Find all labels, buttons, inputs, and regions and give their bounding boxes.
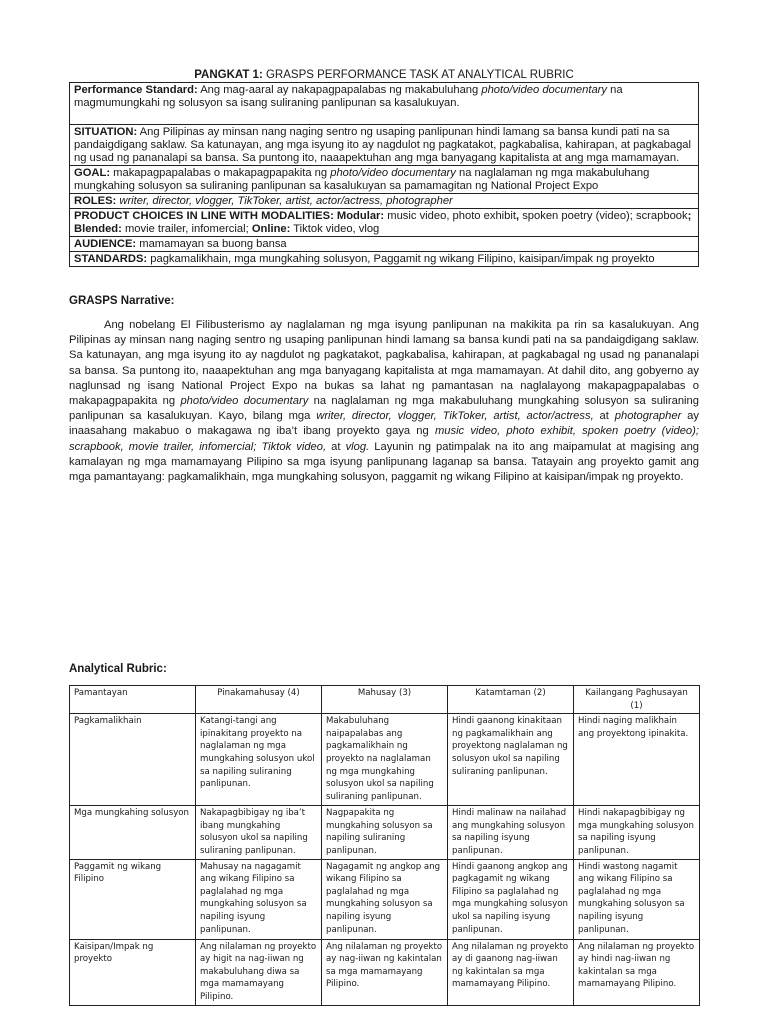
narr-italic-4: music video, photo exhibit, spoken poetry (video); scrapbook, movie trailer, infomercial; Tiktok video, — [69, 425, 699, 453]
narr-text-4: ay inaasahang makabuo o makagawa ng iba’t ibang proyekto gaya ng — [69, 410, 699, 438]
rubric-cell: Hindi gaanong kinakitaan ng pagkamalikhain ang proyektong naglalaman ng solusyon ukol sa napiling suliraning panlipunan. — [448, 714, 574, 806]
rubric-criterion: Kaisipan/Impak ng proyekto — [70, 939, 196, 1005]
situation-text: Ang Pilipinas ay minsan nang naging sentro ng usaping panlipunan hindi lamang sa bansa kundi pati na sa pandaigdigang saklaw. Sa katunayan, ang mga isyung ito ay nagdulot ng pagkatakot, pagkabalisa, kahirapan, at pagkabagal ng usad ng pananalapi sa bansa. Sa puntong ito, naaapektuhan ang mga banyagang kapitalista at ang mga mamamayan. — [74, 126, 692, 164]
roles-label: ROLES: — [74, 195, 117, 207]
situation-cell — [70, 125, 699, 166]
audience-label: AUDIENCE: — [74, 238, 137, 250]
grasps-table — [69, 82, 699, 267]
goal-italic: photo/video documentary — [330, 167, 456, 179]
rubric-cell: Nagagamit ng angkop ang wikang Filipino sa paglalahad ng mga mungkahing solusyon sa napiling isyung panlipunan. — [322, 859, 448, 939]
rubric-header-cell: Kailangang Paghusayan (1) — [574, 686, 700, 714]
situation-label: SITUATION: — [74, 126, 138, 138]
grasps-row-roles — [70, 194, 699, 209]
product-label: PRODUCT CHOICES IN LINE WITH MODALITIES: — [74, 210, 334, 222]
rubric-cell: Nagpapakita ng mungkahing solusyon sa napiling suliraning panlipunan. — [322, 806, 448, 859]
rubric-cell: Katangi-tangi ang ipinakitang proyekto na naglalaman ng mga mungkahing solusyon ukol sa napiling suliraning panlipunan. — [196, 714, 322, 806]
product-blended: movie trailer, infomercial; — [121, 223, 252, 235]
rubric-criterion: Pagkamalikhain — [70, 714, 196, 806]
narrative-heading: GRASPS Narrative: — [69, 295, 175, 307]
title-group: PANGKAT 1: — [194, 69, 263, 81]
product-online-label: Online: — [251, 223, 291, 235]
standards-cell — [70, 252, 699, 267]
performance-standard-cell — [70, 83, 699, 125]
grasps-row-standards — [70, 252, 699, 267]
performance-label: Performance Standard: — [74, 84, 198, 96]
goal-cell — [70, 166, 699, 194]
narr-italic-5: vlog. — [345, 440, 370, 453]
rubric-header-cell: Katamtaman (2) — [448, 686, 574, 714]
rubric-cell: Ang nilalaman ng proyekto ay di gaanong nag-iiwan ng kakintalan sa mga mamamayang Pilipino. — [448, 939, 574, 1005]
narrative-paragraph — [69, 318, 699, 485]
rubric-header-cell: Mahusay (3) — [322, 686, 448, 714]
grasps-row-situation — [70, 125, 699, 166]
product-blended-label: ; Blended: — [74, 210, 692, 235]
rubric-heading: Analytical Rubric: — [69, 663, 167, 675]
narr-italic-3: photographer — [614, 410, 682, 423]
rubric-cell: Hindi gaanong angkop ang pagkagamit ng wikang Filipino sa paglalahad ng mga mungkahing solusyon ukol sa napiling isyung panlipunan. — [448, 859, 574, 939]
narr-text-5: at — [326, 440, 346, 453]
narr-text-2: na naglalaman ng mga makabuluhang mungkahing solusyon sa suliraning panlipunan sa kasalukuyan. Kayo, bilang mga — [69, 395, 699, 423]
rubric-cell: Mahusay na nagagamit ang wikang Filipino sa paglalahad ng mga mungkahing solusyon sa napiling isyung panlipunan. — [196, 859, 322, 939]
grasps-row-goal — [70, 166, 699, 194]
rubric-cell: Nakapagbibigay ng iba’t ibang mungkahing solusyon ukol sa napiling suliraning panlipunan. — [196, 806, 322, 859]
rubric-cell: Hindi naging malikhain ang proyektong ipinakita. — [574, 714, 700, 806]
rubric-header-row — [70, 686, 700, 714]
performance-text-a: Ang mag-aaral ay nakapagpapalabas ng makabuluhang — [197, 84, 482, 96]
product-modular: music video, photo exhibit — [384, 210, 516, 222]
rubric-criterion: Mga mungkahing solusyon — [70, 806, 196, 859]
grasps-row-performance — [70, 83, 699, 125]
narr-italic-2: writer, director, vlogger, TikToker, artist, actor/actress, — [316, 410, 594, 423]
rubric-cell: Hindi wastong nagamit ang wikang Filipino sa paglalahad ng mga mungkahing solusyon sa napiling isyung panlipunan. — [574, 859, 700, 939]
audience-text: mamamayan sa buong bansa — [136, 238, 287, 250]
goal-label: GOAL: — [74, 167, 111, 179]
rubric-table — [69, 685, 700, 1006]
rubric-cell: Ang nilalaman ng proyekto ay higit na nag-iiwan ng makabuluhang diwa sa mga mamamayang Pilipino. — [196, 939, 322, 1005]
rubric-row — [70, 714, 700, 806]
page-title — [69, 69, 699, 81]
rubric-criterion: Paggamit ng wikang Filipino — [70, 859, 196, 939]
goal-text-b: na naglalaman ng mga makabuluhang mungkahing solusyon sa suliraning panlipunan sa kasalukuyan sa pamamagitan ng National Project Expo — [74, 167, 650, 192]
performance-italic: photo/video documentary — [481, 84, 607, 96]
rubric-row — [70, 939, 700, 1005]
rubric-cell: Ang nilalaman ng proyekto ay hindi nag-iiwan ng kakintalan sa mga mamamayang Pilipino. — [574, 939, 700, 1005]
rubric-cell: Makabuluhang naipapalabas ang pagkamalikhain ng proyekto na naglalaman ng mga mungkahing solusyon ukol sa napiling suliraning panlipunan. — [322, 714, 448, 806]
grasps-row-audience — [70, 237, 699, 252]
standards-label: STANDARDS: — [74, 253, 148, 265]
roles-text: writer, director, vlogger, TikToker, artist, actor/actress, photographer — [116, 195, 453, 207]
rubric-cell: Hindi malinaw na nailahad ang mungkahing solusyon sa napiling isyung panlipunan. — [448, 806, 574, 859]
title-text: GRASPS PERFORMANCE TASK AT ANALYTICAL RUBRIC — [262, 69, 574, 81]
product-cell — [70, 209, 699, 237]
rubric-cell: Hindi nakapagbibigay ng mga mungkahing solusyon sa napiling isyung panlipunan. — [574, 806, 700, 859]
performance-text-b: na magmumungkahi ng solusyon sa isang suliraning panlipunan sa kasalukuyan. — [74, 84, 623, 109]
narr-text-1: Ang nobelang El Filibusterismo ay naglalaman ng mga isyung panlipunan na makikita pa rin sa kasalukuyan. Ang Pilipinas ay minsan nang naging sentro ng usaping panlipunan hindi lamang sa bansa kundi pati na sa pandaigdigang saklaw. Sa katunayan, ang mga isyung ito ay nagdulot ng pagkatakot, pagkabalisa, kahirapan, at pagkabagal ng usad ng pananalapi sa bansa. Sa puntong ito, naaapektuhan ang mga banyagang kapitalista at mga mamamayan. At dahil dito, ang gobyerno ay naglunsad ng isang National Project Expo na bukas sa lahat ng pamantasan na naglalayong makapagpapalabas o makapagpapakita ng — [69, 319, 699, 408]
rubric-header-cell: Pinakamahusay (4) — [196, 686, 322, 714]
rubric-row — [70, 806, 700, 859]
rubric-header-cell: Pamantayan — [70, 686, 196, 714]
product-sep: , — [515, 210, 520, 222]
standards-text: pagkamalikhain, mga mungkahing solusyon, Paggamit ng wikang Filipino, kaisipan/impak ng proyekto — [147, 253, 655, 265]
narr-text-3: at — [593, 410, 615, 423]
rubric-row — [70, 859, 700, 939]
product-modular-label: Modular: — [333, 210, 385, 222]
narr-text-6: Layunin ng patimpalak na ito ang maipamulat at magising ang kamalayan ng mga mamamayang Pilipino sa mga isyung panlipunang laganap sa bansa. Tatayain ang proyekto gamit ang mga pamantayang: pagkamalikhain, mga mungkahing solusyon, paggamit ng wikang Filipino at kaisipan/impak ng proyekto. — [69, 440, 700, 484]
audience-cell — [70, 237, 699, 252]
goal-text-a: makapagpapalabas o makapagpapakita ng — [110, 167, 331, 179]
rubric-cell: Ang nilalaman ng proyekto ay nag-iiwan ng kakintalan sa mga mamamayang Pilipino. — [322, 939, 448, 1005]
product-spoken: spoken poetry (video); scrapbook — [519, 210, 688, 222]
grasps-row-product — [70, 209, 699, 237]
roles-cell — [70, 194, 699, 209]
product-online: Tiktok video, vlog — [290, 223, 380, 235]
narr-italic-1: photo/video documentary — [180, 395, 309, 408]
